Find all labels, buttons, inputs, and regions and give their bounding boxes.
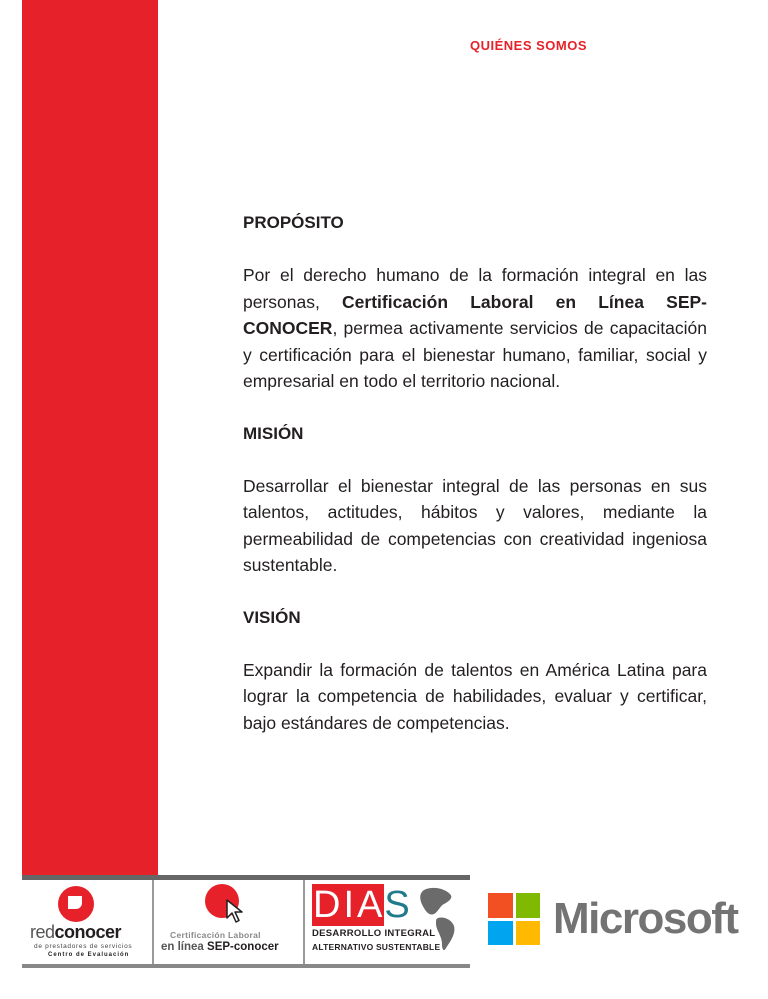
section-label: QUIÉNES SOMOS: [470, 38, 588, 53]
redconocer-subtitle: de prestadores de servicios: [34, 943, 133, 950]
redconocer-logo: [24, 880, 152, 964]
red-side-band: [22, 0, 158, 875]
redconocer-name-light: red: [30, 922, 55, 942]
logos-bottom-border: [22, 964, 470, 968]
proposito-text-end: , permea activamente servicios de capacitación y certificación para el bienestar humano, familiar, social y empresarial en todo el territorio nacional.: [243, 318, 707, 391]
redconocer-mark-icon: [58, 886, 94, 922]
dias-wordmark: [312, 884, 411, 927]
dias-subtitle-2: ALTERNATIVO SUSTENTABLE: [312, 942, 441, 952]
microsoft-logo-icon: [488, 893, 540, 945]
proposito-heading: PROPÓSITO: [243, 213, 344, 232]
vision-text: Expandir la formación de talentos en América Latina para lograr la competencia de habilidades, evaluar y certificar, bajo estándares de competencias.: [243, 659, 707, 733]
microsoft-wordmark: Microsoft: [553, 894, 738, 943]
microsoft-square-blue: [488, 921, 513, 946]
vision-heading: VISIÓN: [243, 607, 301, 627]
mision-text: Desarrollar el bienestar integral de las personas en sus talentos, actitudes, hábitos y valores, mediante la permeabilidad de competencias con creatividad ingeniosa sustentable.: [243, 475, 707, 575]
dias-logo: [306, 880, 468, 964]
dias-subtitle-1: DESARROLLO INTEGRAL: [312, 928, 436, 939]
certificacion-line2: [161, 941, 279, 953]
microsoft-square-red: [488, 893, 513, 918]
dias-letter-d: D: [313, 884, 342, 926]
certificacion-logo: [155, 880, 303, 964]
microsoft-square-yellow: [516, 921, 541, 946]
certificacion-line2-light: en línea: [161, 941, 208, 953]
main-content: [243, 210, 707, 762]
certificacion-line1: Certificación Laboral: [170, 930, 261, 940]
redconocer-name: [30, 922, 121, 943]
redconocer-subtitle-2: Centro de Evaluación: [48, 952, 130, 958]
mision-heading: MISIÓN: [243, 423, 304, 443]
dias-letter-i: I: [343, 884, 356, 926]
dias-letter-a: A: [357, 884, 384, 926]
microsoft-square-green: [516, 893, 541, 918]
proposito-text: [243, 262, 707, 395]
redconocer-name-bold: conocer: [54, 922, 122, 942]
dias-letter-s: S: [384, 884, 411, 926]
proposito-text-bold: Certificación Laboral en Línea SEP-CONOCER: [243, 291, 707, 338]
logo-divider: [303, 880, 305, 964]
certificacion-line2-bold: SEP-conocer: [207, 941, 279, 953]
proposito-text-start: Por el derecho humano de la formación integral en las personas,: [243, 265, 707, 312]
cursor-icon: [225, 898, 247, 924]
logo-divider: [152, 880, 154, 964]
